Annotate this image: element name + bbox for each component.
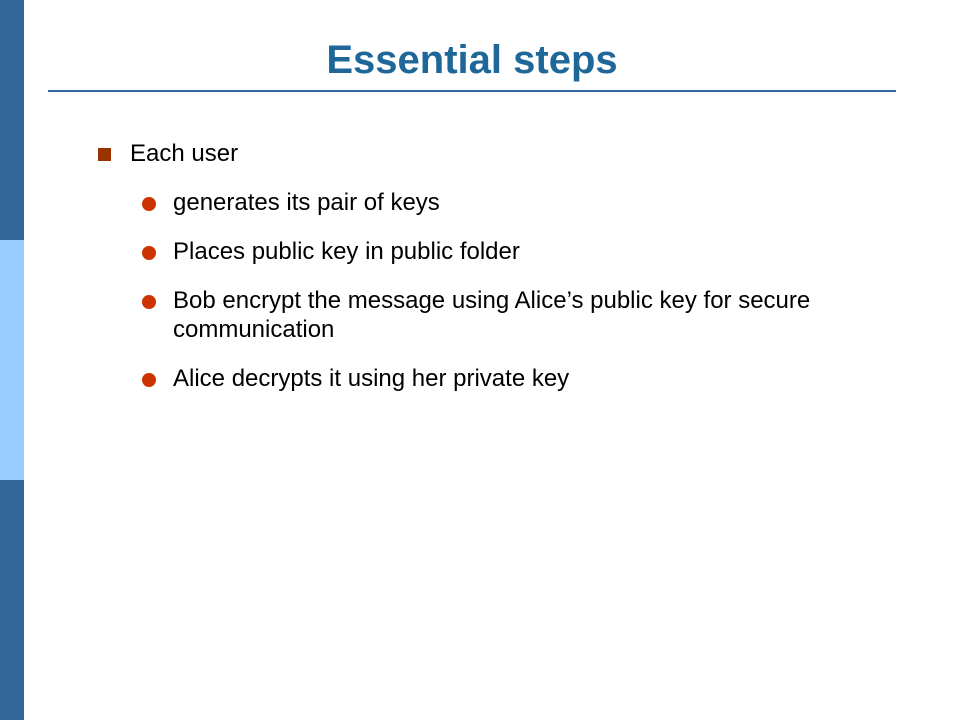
sub-bullet-text: Bob encrypt the message using Alice’s public key for secure communication	[173, 287, 811, 343]
sub-bullet-item	[140, 188, 813, 217]
title-underline	[48, 90, 896, 92]
left-accent-bar	[0, 0, 24, 720]
sub-bullet-text: Alice decrypts it using her private key	[173, 365, 570, 392]
accent-segment-bottom	[0, 480, 24, 720]
accent-segment-top	[0, 0, 24, 240]
bullet-list	[96, 138, 896, 413]
bullet-text: Each user	[130, 140, 239, 167]
round-bullet-icon	[142, 295, 156, 309]
slide-title: Essential steps	[326, 38, 618, 82]
sub-bullet-text: Places public key in public folder	[173, 238, 520, 265]
round-bullet-icon	[142, 197, 156, 211]
sub-bullet-text: generates its pair of keys	[173, 189, 440, 216]
bullet-item	[96, 138, 896, 170]
round-bullet-icon	[142, 246, 156, 260]
round-bullet-icon	[142, 373, 156, 387]
accent-segment-middle	[0, 240, 24, 480]
sub-bullet-item	[140, 237, 813, 266]
square-bullet-icon	[98, 148, 111, 161]
sub-bullet-item	[140, 364, 813, 393]
sub-bullet-item	[140, 286, 813, 344]
